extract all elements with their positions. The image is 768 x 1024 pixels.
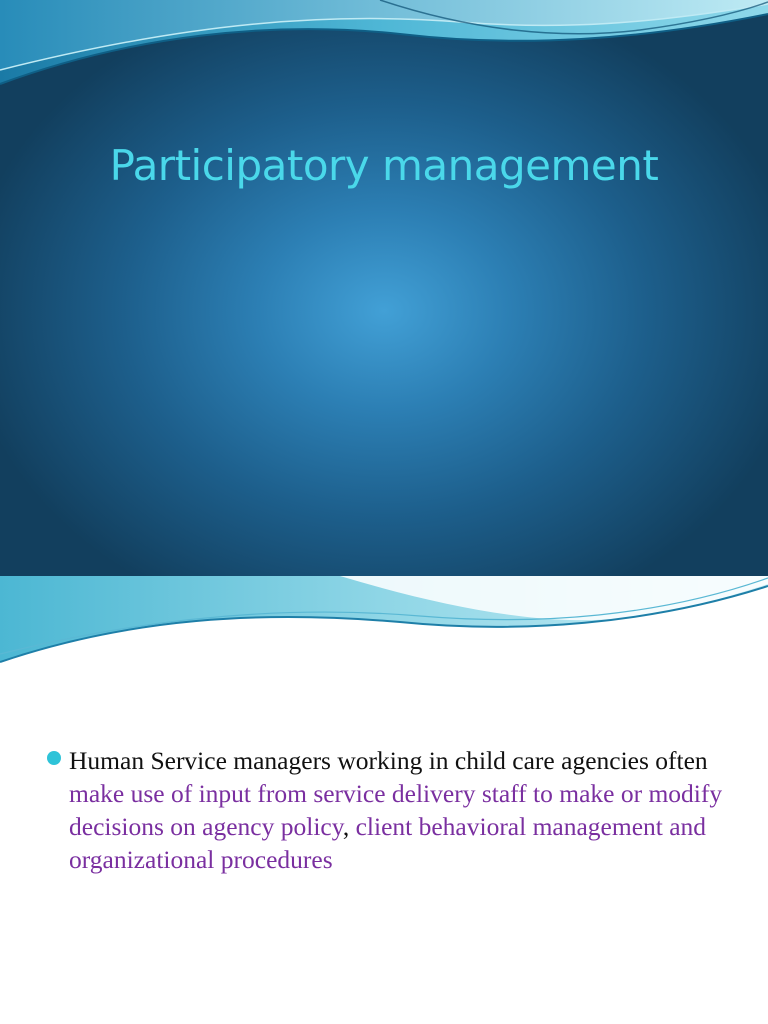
bullet-text-highlight: make use of input from service delivery staff to make or modify decisions on agency policy bbox=[69, 779, 723, 841]
top-wave-decoration bbox=[0, 576, 768, 668]
bullet-text-plain: Human Service managers working in child care agencies often bbox=[69, 746, 708, 775]
top-wave-decoration bbox=[0, 0, 768, 100]
bullet-item bbox=[46, 744, 736, 876]
content-slide bbox=[0, 576, 768, 1024]
slide-title: Participatory management bbox=[109, 141, 659, 190]
bullet-text-plain: , bbox=[342, 812, 356, 841]
bullet-text bbox=[69, 744, 736, 876]
bullet-text-highlight: client behavioral management and organizational procedures bbox=[69, 812, 707, 874]
bullet-dot-icon bbox=[47, 751, 61, 765]
